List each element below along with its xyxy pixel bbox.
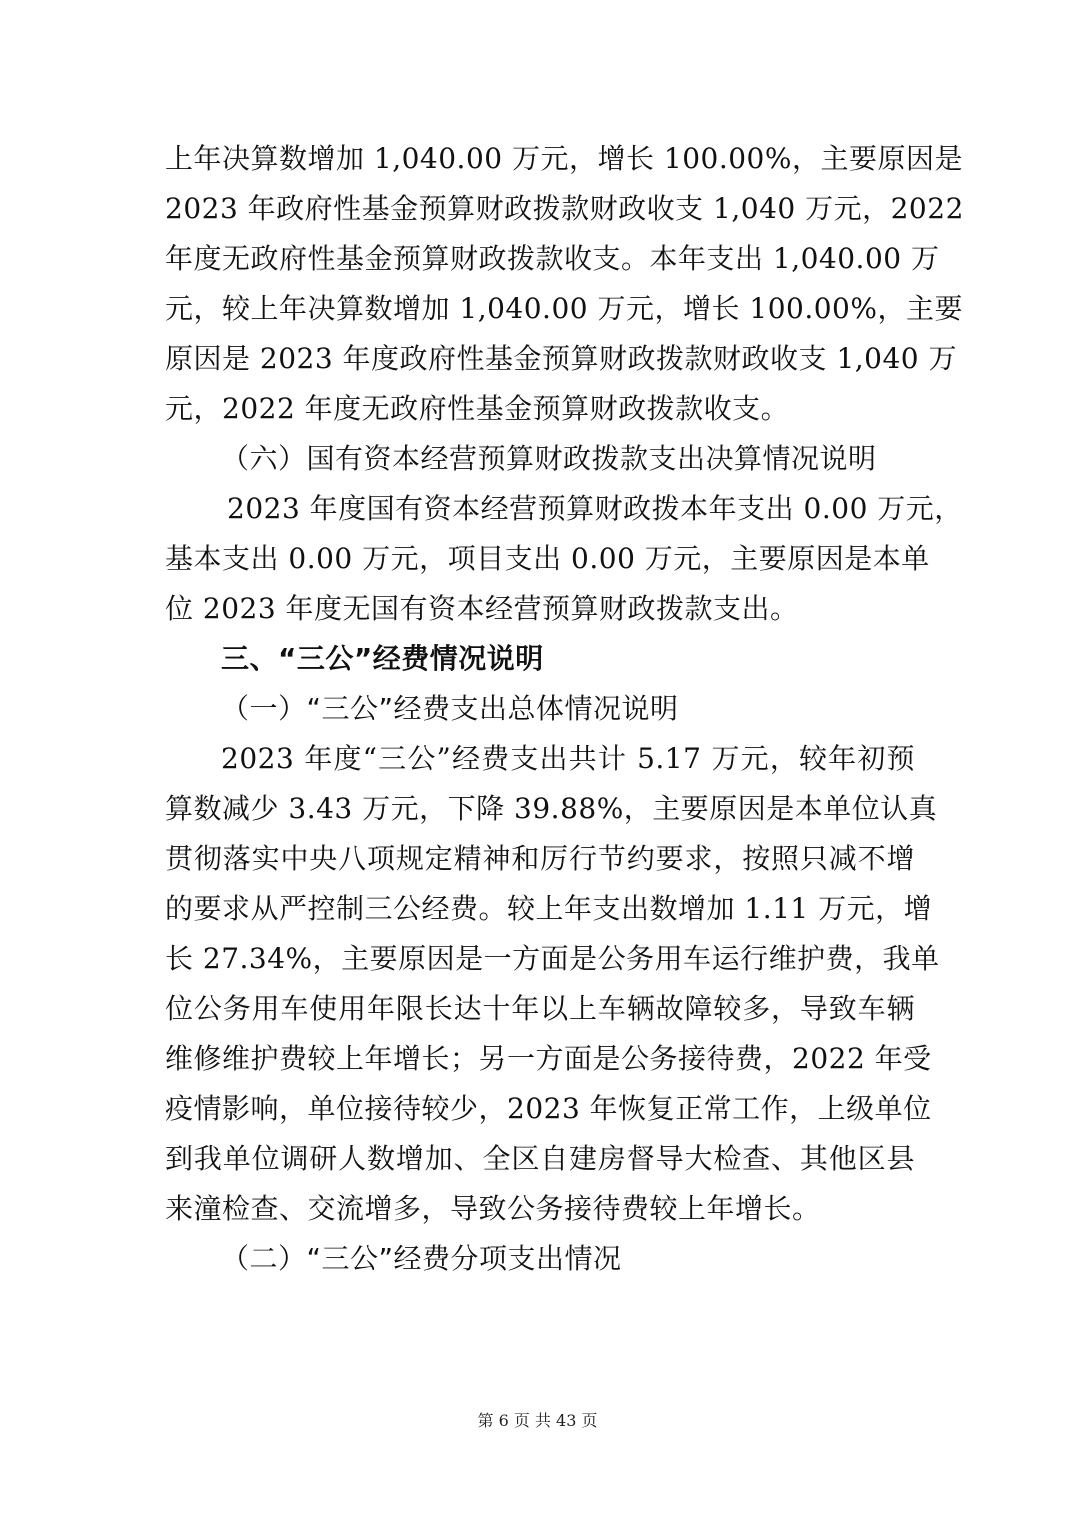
text-line: 来潼检查、交流增多，导致公务接待费较上年增长。 <box>165 1192 821 1225</box>
paragraph-three-public-overall <box>165 734 940 1234</box>
text-line: 上年决算数增加 1,040.00 万元，增长 100.00%，主要原因是 <box>165 142 963 175</box>
text-line: 2023 年度“三公”经费支出共计 5.17 万元，较年初预 <box>221 742 915 775</box>
text-line: 位 2023 年度无国有资本经营预算财政拨款支出。 <box>165 592 799 625</box>
section-heading-three-public-overall: （一）“三公”经费支出总体情况说明 <box>221 692 679 725</box>
text-line: 位公务用车使用年限长达十年以上车辆故障较多，导致车辆 <box>165 992 915 1025</box>
text-line: 2023 年度国有资本经营预算财政拨本年支出 0.00 万元， <box>227 492 963 525</box>
text-line: 到我单位调研人数增加、全区自建房督导大检查、其他区县 <box>165 1142 915 1175</box>
text-line: 疫情影响，单位接待较少，2023 年恢复正常工作，上级单位 <box>165 1092 932 1125</box>
section-heading-state-capital: （六）国有资本经营预算财政拨款支出决算情况说明 <box>221 442 877 475</box>
paragraph-government-fund <box>165 134 964 434</box>
text-line: 2023 年政府性基金预算财政拨款财政收支 1,040 万元，2022 <box>165 192 964 225</box>
section-heading-three-public: 三、“三公”经费情况说明 <box>221 642 544 675</box>
document-body <box>165 134 964 1284</box>
text-line: 的要求从严控制三公经费。较上年支出数增加 1.11 万元，增 <box>165 892 933 925</box>
paragraph-state-capital <box>165 484 963 634</box>
text-line: 元，较上年决算数增加 1,040.00 万元，增长 100.00%，主要 <box>165 292 963 325</box>
text-line: 维修维护费较上年增长；另一方面是公务接待费，2022 年受 <box>165 1042 932 1075</box>
text-line: 算数减少 3.43 万元，下降 39.88%，主要原因是本单位认真 <box>165 792 938 825</box>
text-line: 原因是 2023 年度政府性基金预算财政拨款财政收支 1,040 万 <box>165 342 958 375</box>
page-number-footer: 第 6 页 共 43 页 <box>477 1411 598 1430</box>
text-line: 元，2022 年度无政府性基金预算财政拨款收支。 <box>165 392 790 425</box>
text-line: 基本支出 0.00 万元，项目支出 0.00 万元，主要原因是本单 <box>165 542 930 575</box>
text-line: 长 27.34%，主要原因是一方面是公务用车运行维护费，我单 <box>165 942 940 975</box>
text-line: 贯彻落实中央八项规定精神和厉行节约要求，按照只减不增 <box>165 842 915 875</box>
text-line: 年度无政府性基金预算财政拨款收支。本年支出 1,040.00 万 <box>165 242 940 275</box>
section-heading-three-public-itemized: （二）“三公”经费分项支出情况 <box>221 1242 622 1275</box>
